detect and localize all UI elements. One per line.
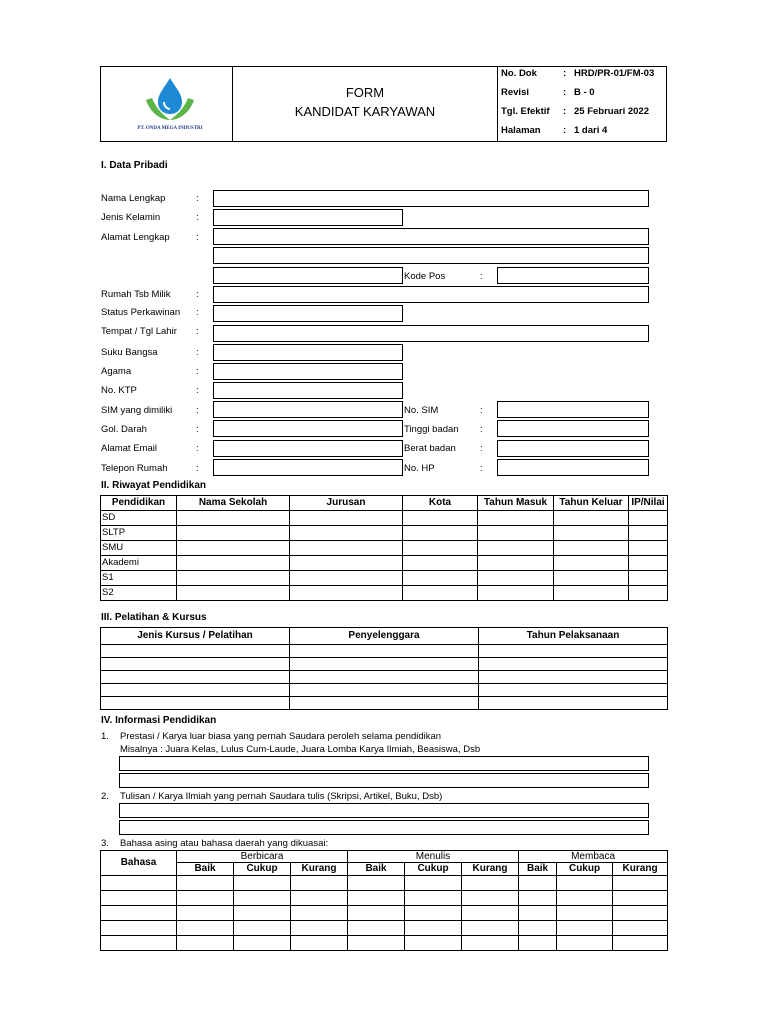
table-row xyxy=(101,541,668,556)
colon: : xyxy=(480,424,483,435)
cell[interactable] xyxy=(234,921,291,936)
table-row xyxy=(101,671,668,684)
cell[interactable] xyxy=(557,876,613,891)
cell[interactable] xyxy=(478,571,554,586)
cell[interactable] xyxy=(290,511,403,526)
cell[interactable] xyxy=(479,684,668,697)
th-membaca: Membaca xyxy=(519,851,668,863)
th-nama-sekolah: Nama Sekolah xyxy=(177,496,290,511)
cell[interactable] xyxy=(405,891,462,906)
row-label-s1: S1 xyxy=(101,571,177,586)
cell[interactable] xyxy=(177,511,290,526)
cell[interactable] xyxy=(291,876,348,891)
cell[interactable] xyxy=(291,921,348,936)
meta-value-halaman: 1 dari 4 xyxy=(574,125,608,136)
cell[interactable] xyxy=(101,684,290,697)
cell[interactable] xyxy=(290,671,479,684)
cell[interactable] xyxy=(479,658,668,671)
table-subheader-row xyxy=(101,863,668,876)
cell[interactable] xyxy=(101,658,290,671)
cell[interactable] xyxy=(519,921,557,936)
cell[interactable] xyxy=(177,906,234,921)
cell[interactable] xyxy=(177,571,290,586)
input-karya-ilmiah-line2[interactable] xyxy=(119,820,649,835)
th-cukup: Cukup xyxy=(557,863,613,876)
section-riwayat-pendidikan-title: II. Riwayat Pendidikan xyxy=(101,480,207,491)
colon: : xyxy=(196,385,199,396)
label-ttl: Tempat / Tgl Lahir xyxy=(101,326,177,337)
colon: : xyxy=(196,366,199,377)
cell[interactable] xyxy=(291,891,348,906)
cell[interactable] xyxy=(519,906,557,921)
th-kota: Kota xyxy=(403,496,478,511)
cell[interactable] xyxy=(403,556,478,571)
cell[interactable] xyxy=(290,571,403,586)
cell[interactable] xyxy=(177,921,234,936)
label-suku: Suku Bangsa xyxy=(101,347,158,358)
meta-value-tgl: 25 Februari 2022 xyxy=(574,106,649,117)
table-header-row xyxy=(101,628,668,645)
label-nama: Nama Lengkap xyxy=(101,193,166,204)
cell[interactable] xyxy=(177,891,234,906)
cell[interactable] xyxy=(479,697,668,710)
cell[interactable] xyxy=(101,891,177,906)
label-rumah: Rumah Tsb Milik xyxy=(101,289,171,300)
label-agama: Agama xyxy=(101,366,132,377)
input-telepon-rumah[interactable] xyxy=(213,459,403,476)
th-jurusan: Jurusan xyxy=(290,496,403,511)
table-row xyxy=(101,526,668,541)
q3-number: 3. xyxy=(101,838,109,849)
cell[interactable] xyxy=(101,936,177,951)
table-row xyxy=(101,511,668,526)
th-bahasa: Bahasa xyxy=(101,851,177,876)
cell[interactable] xyxy=(290,526,403,541)
input-no-hp[interactable] xyxy=(497,459,649,476)
table-row xyxy=(101,571,668,586)
bahasa-table xyxy=(100,850,668,951)
meta-label-halaman: Halaman xyxy=(501,125,541,136)
cell[interactable] xyxy=(462,921,519,936)
cell[interactable] xyxy=(613,876,668,891)
cell[interactable] xyxy=(557,921,613,936)
colon: : xyxy=(480,443,483,454)
table-row xyxy=(101,921,668,936)
cell[interactable] xyxy=(290,556,403,571)
colon: : xyxy=(196,443,199,454)
colon: : xyxy=(196,463,199,474)
colon: : xyxy=(196,232,199,243)
cell[interactable] xyxy=(290,658,479,671)
input-sim[interactable] xyxy=(213,401,403,418)
th-cukup: Cukup xyxy=(405,863,462,876)
cell[interactable] xyxy=(290,541,403,556)
table-row xyxy=(101,906,668,921)
cell[interactable] xyxy=(462,906,519,921)
cell[interactable] xyxy=(478,586,554,601)
input-no-sim[interactable] xyxy=(497,401,649,418)
input-karya-ilmiah-line1[interactable] xyxy=(119,803,649,818)
meta-label-tgl: Tgl. Efektif xyxy=(501,106,550,117)
cell[interactable] xyxy=(101,697,290,710)
cell[interactable] xyxy=(348,891,405,906)
th-baik: Baik xyxy=(519,863,557,876)
meta-value-revisi: B - 0 xyxy=(574,87,595,98)
label-berat: Berat badan xyxy=(404,443,456,454)
cell[interactable] xyxy=(234,936,291,951)
section-data-pribadi-title: I. Data Pribadi xyxy=(101,160,168,171)
table-row xyxy=(101,645,668,658)
cell[interactable] xyxy=(613,936,668,951)
cell[interactable] xyxy=(554,526,629,541)
colon: : xyxy=(480,271,483,282)
cell[interactable] xyxy=(478,541,554,556)
table-row xyxy=(101,876,668,891)
cell[interactable] xyxy=(405,906,462,921)
cell[interactable] xyxy=(478,526,554,541)
input-nama-lengkap[interactable] xyxy=(213,190,649,207)
cell[interactable] xyxy=(348,936,405,951)
table-header-row xyxy=(101,496,668,511)
company-logo xyxy=(140,76,200,126)
input-status-perkawinan[interactable] xyxy=(213,305,403,322)
table-row xyxy=(101,697,668,710)
cell[interactable] xyxy=(101,671,290,684)
q1-text: Prestasi / Karya luar biasa yang pernah Saudara peroleh selama pendidikan xyxy=(120,731,442,742)
th-pendidikan: Pendidikan xyxy=(101,496,177,511)
table-row xyxy=(101,586,668,601)
cell[interactable] xyxy=(554,541,629,556)
cell[interactable] xyxy=(177,876,234,891)
input-prestasi-line1[interactable] xyxy=(119,756,649,771)
section-informasi-pendidikan-title: IV. Informasi Pendidikan xyxy=(101,715,217,726)
colon: : xyxy=(196,307,199,318)
input-email[interactable] xyxy=(213,440,403,457)
cell[interactable] xyxy=(405,921,462,936)
meta-colon: : xyxy=(563,125,567,136)
label-goldar: Gol. Darah xyxy=(101,424,147,435)
cell[interactable] xyxy=(101,645,290,658)
header-divider-right xyxy=(497,66,498,142)
row-label-akademi: Akademi xyxy=(101,556,177,571)
q3-text: Bahasa asing atau bahasa daerah yang dikuasai: xyxy=(120,838,329,849)
cell[interactable] xyxy=(478,511,554,526)
cell[interactable] xyxy=(462,876,519,891)
row-label-s2: S2 xyxy=(101,586,177,601)
label-telp: Telepon Rumah xyxy=(101,463,168,474)
q1-number: 1. xyxy=(101,731,109,742)
input-alamat-line2[interactable] xyxy=(213,247,649,264)
input-kode-pos[interactable] xyxy=(497,267,649,284)
th-tahun-masuk: Tahun Masuk xyxy=(478,496,554,511)
cell[interactable] xyxy=(613,906,668,921)
cell[interactable] xyxy=(291,906,348,921)
table-row xyxy=(101,891,668,906)
th-kurang: Kurang xyxy=(291,863,348,876)
cell[interactable] xyxy=(479,645,668,658)
colon: : xyxy=(196,405,199,416)
meta-label-revisi: Revisi xyxy=(501,87,529,98)
form-title-line1: FORM xyxy=(345,85,385,100)
colon: : xyxy=(196,347,199,358)
cell[interactable] xyxy=(519,891,557,906)
cell[interactable] xyxy=(554,511,629,526)
input-alamat-line3[interactable] xyxy=(213,267,403,284)
cell[interactable] xyxy=(403,541,478,556)
cell[interactable] xyxy=(290,684,479,697)
th-tahun-keluar: Tahun Keluar xyxy=(554,496,629,511)
cell[interactable] xyxy=(557,936,613,951)
input-prestasi-line2[interactable] xyxy=(119,773,649,788)
th-baik: Baik xyxy=(177,863,234,876)
th-berbicara: Berbicara xyxy=(177,851,348,863)
pelatihan-table xyxy=(100,627,668,710)
colon: : xyxy=(196,326,199,337)
cell[interactable] xyxy=(348,906,405,921)
cell[interactable] xyxy=(405,936,462,951)
cell[interactable] xyxy=(234,906,291,921)
cell[interactable] xyxy=(519,936,557,951)
cell[interactable] xyxy=(557,906,613,921)
cell[interactable] xyxy=(348,876,405,891)
label-status: Status Perkawinan xyxy=(101,307,181,318)
th-cukup: Cukup xyxy=(234,863,291,876)
q2-text: Tulisan / Karya Ilmiah yang pernah Saudara tulis (Skripsi, Artikel, Buku, Dsb) xyxy=(120,791,443,802)
table-row xyxy=(101,936,668,951)
cell[interactable] xyxy=(554,571,629,586)
cell[interactable] xyxy=(629,511,668,526)
input-berat-badan[interactable] xyxy=(497,440,649,457)
cell[interactable] xyxy=(291,936,348,951)
cell[interactable] xyxy=(290,645,479,658)
cell[interactable] xyxy=(177,936,234,951)
row-label-smu: SMU xyxy=(101,541,177,556)
q2-number: 2. xyxy=(101,791,109,802)
th-kurang: Kurang xyxy=(613,863,668,876)
th-ip-nilai: IP/Nilai xyxy=(629,496,668,511)
cell[interactable] xyxy=(519,876,557,891)
cell[interactable] xyxy=(403,571,478,586)
row-label-sltp: SLTP xyxy=(101,526,177,541)
table-header-row xyxy=(101,851,668,863)
input-ttl[interactable] xyxy=(213,325,649,342)
section-pelatihan-title: III. Pelatihan & Kursus xyxy=(101,612,207,623)
cell[interactable] xyxy=(234,891,291,906)
cell[interactable] xyxy=(629,556,668,571)
input-no-ktp[interactable] xyxy=(213,382,403,399)
cell[interactable] xyxy=(101,921,177,936)
colon: : xyxy=(196,193,199,204)
colon: : xyxy=(196,212,199,223)
th-penyelenggara: Penyelenggara xyxy=(290,628,479,645)
cell[interactable] xyxy=(629,526,668,541)
colon: : xyxy=(480,463,483,474)
cell[interactable] xyxy=(554,586,629,601)
cell[interactable] xyxy=(613,921,668,936)
cell[interactable] xyxy=(403,526,478,541)
form-title-line2: KANDIDAT KARYAWAN xyxy=(294,104,436,119)
label-kode-pos: Kode Pos xyxy=(404,271,446,282)
cell[interactable] xyxy=(177,586,290,601)
label-jenis-kelamin: Jenis Kelamin xyxy=(101,212,161,223)
cell[interactable] xyxy=(177,526,290,541)
meta-colon: : xyxy=(563,87,567,98)
cell[interactable] xyxy=(177,541,290,556)
cell[interactable] xyxy=(290,697,479,710)
label-alamat: Alamat Lengkap xyxy=(101,232,170,243)
cell[interactable] xyxy=(405,876,462,891)
company-name: PT. ONDA MEGA INDUSTRI xyxy=(137,126,203,131)
cell[interactable] xyxy=(101,876,177,891)
th-menulis: Menulis xyxy=(348,851,519,863)
cell[interactable] xyxy=(348,921,405,936)
label-no-sim: No. SIM xyxy=(404,405,439,416)
table-row xyxy=(101,658,668,671)
water-drop-leaves-icon xyxy=(140,76,200,126)
cell[interactable] xyxy=(554,556,629,571)
cell[interactable] xyxy=(101,906,177,921)
input-suku-bangsa[interactable] xyxy=(213,344,403,361)
cell[interactable] xyxy=(290,586,403,601)
cell[interactable] xyxy=(629,571,668,586)
cell[interactable] xyxy=(629,586,668,601)
cell[interactable] xyxy=(462,891,519,906)
meta-value-nodok: HRD/PR-01/FM-03 xyxy=(574,68,655,79)
cell[interactable] xyxy=(403,511,478,526)
meta-colon: : xyxy=(563,68,567,79)
cell[interactable] xyxy=(234,876,291,891)
input-agama[interactable] xyxy=(213,363,403,380)
input-tinggi-badan[interactable] xyxy=(497,420,649,437)
input-gol-darah[interactable] xyxy=(213,420,403,437)
cell[interactable] xyxy=(557,891,613,906)
cell[interactable] xyxy=(403,586,478,601)
colon: : xyxy=(480,405,483,416)
th-jenis-kursus: Jenis Kursus / Pelatihan xyxy=(101,628,290,645)
colon: : xyxy=(196,289,199,300)
cell[interactable] xyxy=(613,891,668,906)
th-baik: Baik xyxy=(348,863,405,876)
meta-colon: : xyxy=(563,106,567,117)
cell[interactable] xyxy=(479,671,668,684)
q1-hint: Misalnya : Juara Kelas, Lulus Cum-Laude, Juara Lomba Karya Ilmiah, Beasiswa, Dsb xyxy=(120,744,481,755)
cell[interactable] xyxy=(478,556,554,571)
label-tinggi: Tinggi badan xyxy=(404,424,459,435)
cell[interactable] xyxy=(177,556,290,571)
meta-label-nodok: No. Dok xyxy=(501,68,537,79)
table-row xyxy=(101,556,668,571)
th-tahun-pelaksanaan: Tahun Pelaksanaan xyxy=(479,628,668,645)
cell[interactable] xyxy=(629,541,668,556)
th-kurang: Kurang xyxy=(462,863,519,876)
table-row xyxy=(101,684,668,697)
label-hp: No. HP xyxy=(404,463,435,474)
label-sim: SIM yang dimiliki xyxy=(101,405,173,416)
colon: : xyxy=(196,424,199,435)
riwayat-pendidikan-table xyxy=(100,495,668,601)
input-jenis-kelamin[interactable] xyxy=(213,209,403,226)
cell[interactable] xyxy=(462,936,519,951)
input-alamat-line1[interactable] xyxy=(213,228,649,245)
input-rumah-milik[interactable] xyxy=(213,286,649,303)
label-ktp: No. KTP xyxy=(101,385,137,396)
row-label-sd: SD xyxy=(101,511,177,526)
label-email: Alamat Email xyxy=(101,443,157,454)
